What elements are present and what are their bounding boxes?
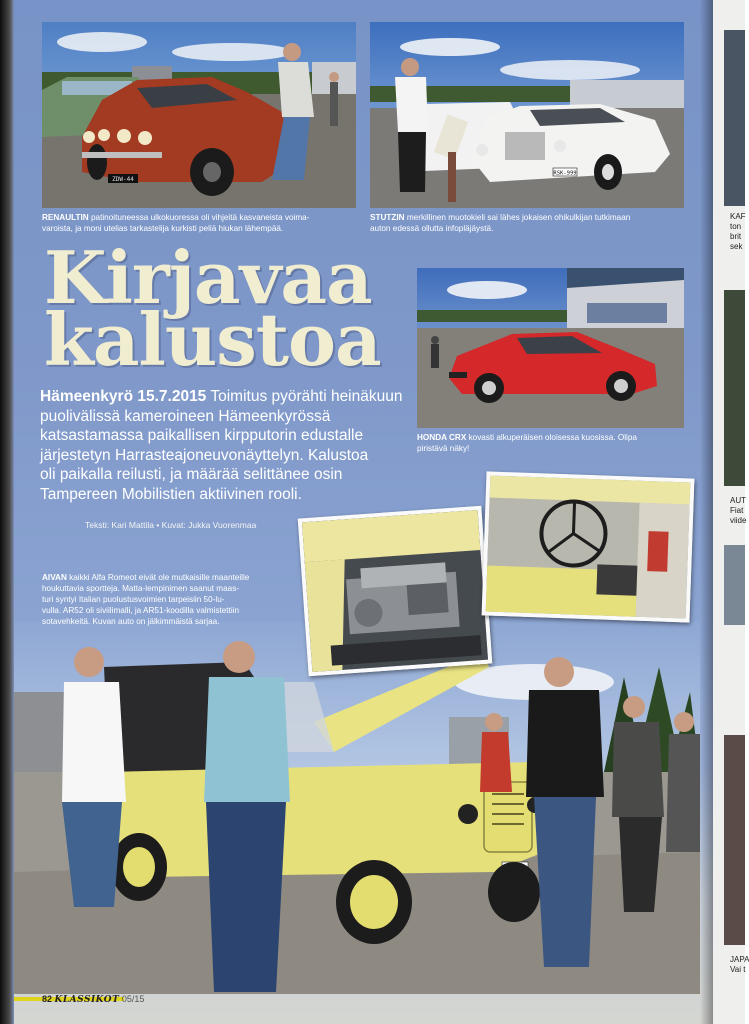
facing-text-line: sek xyxy=(730,242,743,251)
facing-text-line: Fiat xyxy=(730,506,744,515)
intro-line3: katsastamassa paikallisen kirpputorin edustalle xyxy=(40,427,364,444)
headline-line2: kalustoa xyxy=(44,297,381,382)
facing-text-line: JAPA xyxy=(730,955,749,964)
photo-renault xyxy=(42,22,356,208)
renault-plate: ZDW-44 xyxy=(112,176,134,183)
engine-image xyxy=(302,510,488,672)
intro-line2: puolivälissä kameroineen Hämeenkyrössä xyxy=(40,407,331,425)
facing-text-line: AUT xyxy=(730,496,746,505)
page-spine xyxy=(0,0,14,1024)
honda-image xyxy=(417,268,684,428)
caption-alfa-line1: kaikki Alfa Romeot eivät ole mutkaisille maanteille xyxy=(69,573,250,582)
intro-line5: oli paikalla reilusti, ja määrää selittänee osin xyxy=(40,466,343,483)
page-fold-shadow xyxy=(700,0,713,1024)
facing-page-text-3 xyxy=(730,955,749,975)
caption-alfa xyxy=(42,572,302,627)
alfa-image xyxy=(14,622,700,994)
interior-image xyxy=(486,476,691,619)
facing-text-line: KAF xyxy=(730,212,746,221)
facing-text-line: Vai t xyxy=(730,965,746,974)
intro-line4: järjestetyn Harrasteajoneuvonäyttelyn. Kalustoa xyxy=(40,446,369,464)
facing-page-text-2 xyxy=(730,496,746,526)
caption-renault-line2: varoista, ja moni utelias tarkastelija kurkisti peliä hiukan lähempää. xyxy=(42,224,284,233)
headline xyxy=(44,235,414,382)
photo-alfa-romeo-matta xyxy=(14,622,700,994)
intro-text xyxy=(40,387,410,504)
caption-alfa-line3: turi syntyi Italian puolustusvoimien tarpeisiin 50-lu- xyxy=(42,595,225,604)
facing-page-photo-2 xyxy=(724,290,745,486)
caption-honda xyxy=(417,432,687,454)
intro-line6: Tampereen Mobilistien aktiivinen rooli. xyxy=(40,485,302,503)
headline-line1: Kirjavaa xyxy=(44,235,372,320)
caption-renault xyxy=(42,212,358,234)
issue-number: 05/15 xyxy=(121,994,145,1004)
caption-renault-lead: RENAULTIN xyxy=(42,213,89,222)
caption-honda-line1: kovasti alkuperäisen oloisessa kuosissa. Olipa xyxy=(468,433,637,442)
photo-honda-crx xyxy=(417,268,684,428)
facing-page-photo-3 xyxy=(724,545,745,625)
facing-page-photo-4 xyxy=(724,735,745,945)
facing-text-line: ton xyxy=(730,222,742,231)
facing-page-text-1 xyxy=(730,212,746,252)
facing-page-photo-1 xyxy=(724,30,745,206)
caption-honda-lead: HONDA CRX xyxy=(417,433,467,442)
page-footer xyxy=(42,994,144,1005)
facing-text-line: viide xyxy=(730,516,747,525)
page-number: 82 xyxy=(42,994,53,1004)
photo-interior xyxy=(482,471,695,622)
photo-engine xyxy=(298,506,493,676)
intro-dateline: Hämeenkyrö 15.7.2015 xyxy=(40,388,207,405)
caption-alfa-line5: sotavehkeitä. Kuvan auto on jälkimmäistä sarjaa. xyxy=(42,617,220,626)
caption-alfa-line4: vulla. AR52 oli siviilimalli, ja AR51-koodilla valmistettiin xyxy=(42,606,240,615)
caption-renault-line1: patinoituneessa ulkokuoressa oli vihjeitä kasvaneista voima- xyxy=(90,213,310,222)
magazine-name: KLASSIKOT xyxy=(54,995,120,1005)
facing-text-line: brit xyxy=(730,232,742,241)
intro-line1: Toimitus pyörähti heinäkuun xyxy=(210,388,403,405)
caption-stutz-lead: STUTZIN xyxy=(370,213,405,222)
caption-alfa-line2: houkuttavia sportteja. Matta-lempinimen saanut maas- xyxy=(42,584,240,593)
stutz-plate: RSK-999 xyxy=(553,170,577,177)
article-credits: Teksti: Kari Mattila • Kuvat: Jukka Vuorenmaa xyxy=(85,520,257,530)
caption-alfa-lead: AIVAN xyxy=(42,573,67,582)
renault-image xyxy=(42,22,356,208)
caption-stutz xyxy=(370,212,686,234)
caption-stutz-line2: auton edessä ollutta infopläjäystä. xyxy=(370,224,494,233)
caption-stutz-line1: merkillinen muotokieli sai lähes jokaisen ohikulkijan tutkimaan xyxy=(406,213,631,222)
photo-stutz xyxy=(370,22,684,208)
stutz-image xyxy=(370,22,684,208)
caption-honda-line2: piristävä näky! xyxy=(417,444,470,453)
